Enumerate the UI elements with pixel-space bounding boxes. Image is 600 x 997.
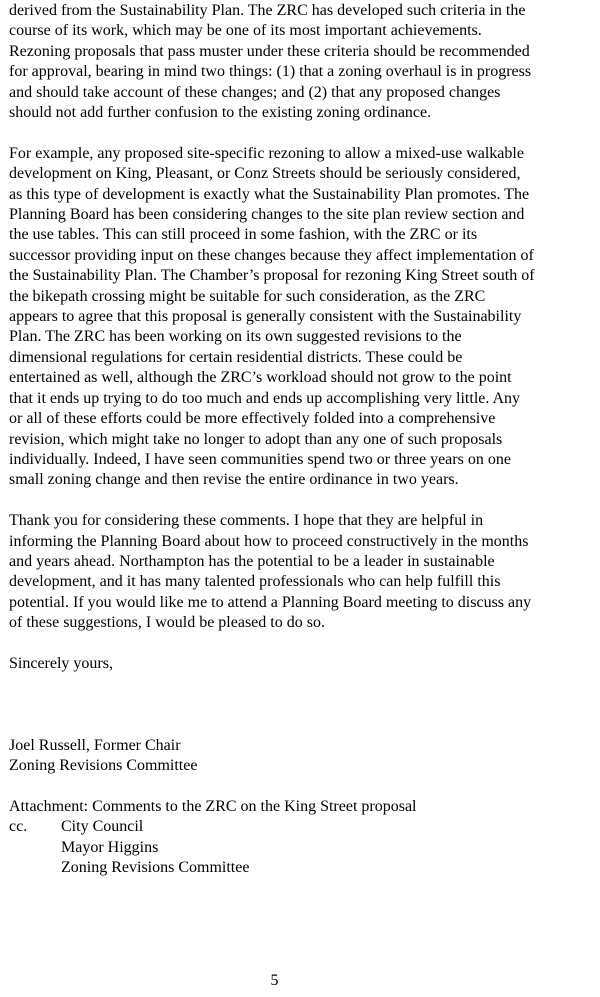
paragraph-3: Thank you for considering these comments. I hope that they are helpful in informing the Planning Board about how to proceed constructively in the months and years ahead. Northampton has the potential to be a leader in sustainable development, and it has many talented professionals who can help fulfill this potential. If you would like me to attend a Planning Board meeting to discuss any of these suggestions, I would be pleased to do so. bbox=[9, 512, 532, 632]
cc-label: cc. bbox=[9, 818, 28, 836]
signer-committee: Zoning Revisions Committee bbox=[9, 756, 198, 774]
paragraph-2: For example, any proposed site-specific rezoning to allow a mixed-use walkable development on King, Pleasant, or Conz Streets should be seriously considered, as this type of development is exactly what the Sustainability Plan promotes. The Planning Board has been considering changes to the site plan review section and the use tables. This can still proceed in some fashion, with the ZRC or its successor providing input on these changes because they affect implementation of the Sustainability Plan. The Chamber’s proposal for rezoning King Street south of the bikepath crossing might be suitable for such consideration, as the ZRC appears to agree that this proposal is generally consistent with the Sustainability Plan. The ZRC has been working on its own suggested revisions to the dimensional regulations for certain residential districts. These could be entertained as well, although the ZRC’s workload should not grow to the point that it ends up trying to do too much and ends up accomplishing very little. Any or all of these efforts could be more effectively folded into a comprehensive revision, which might take no longer to adopt than any one of such proposals individually. Indeed, I have seen communities spend two or three years on one small zoning change and then revise the entire ordinance in two years. bbox=[9, 144, 535, 489]
cc-recipient: Zoning Revisions Committee bbox=[61, 858, 250, 876]
closing-salutation: Sincerely yours, bbox=[9, 654, 113, 672]
attachment-line: Attachment: Comments to the ZRC on the King Street proposal bbox=[9, 797, 417, 815]
paragraph-1: derived from the Sustainability Plan. The ZRC has developed such criteria in the course of its work, which may be one of its most important achievements. Rezoning proposals that pass muster under these criteria should be recommended for approval, bearing in mind two things: (1) that a zoning overhaul is in progress and should take account of these changes; and (2) that any proposed changes should not add further confusion to the existing zoning ordinance. bbox=[9, 2, 532, 122]
letter-page bbox=[9, 1, 594, 878]
cc-row bbox=[9, 817, 594, 837]
cc-block bbox=[9, 817, 594, 878]
signer-name-title: Joel Russell, Former Chair bbox=[9, 736, 181, 754]
page-number: 5 bbox=[270, 972, 279, 989]
cc-recipient: City Council bbox=[61, 818, 144, 836]
cc-recipient: Mayor Higgins bbox=[61, 838, 159, 856]
signature-block bbox=[9, 736, 594, 777]
